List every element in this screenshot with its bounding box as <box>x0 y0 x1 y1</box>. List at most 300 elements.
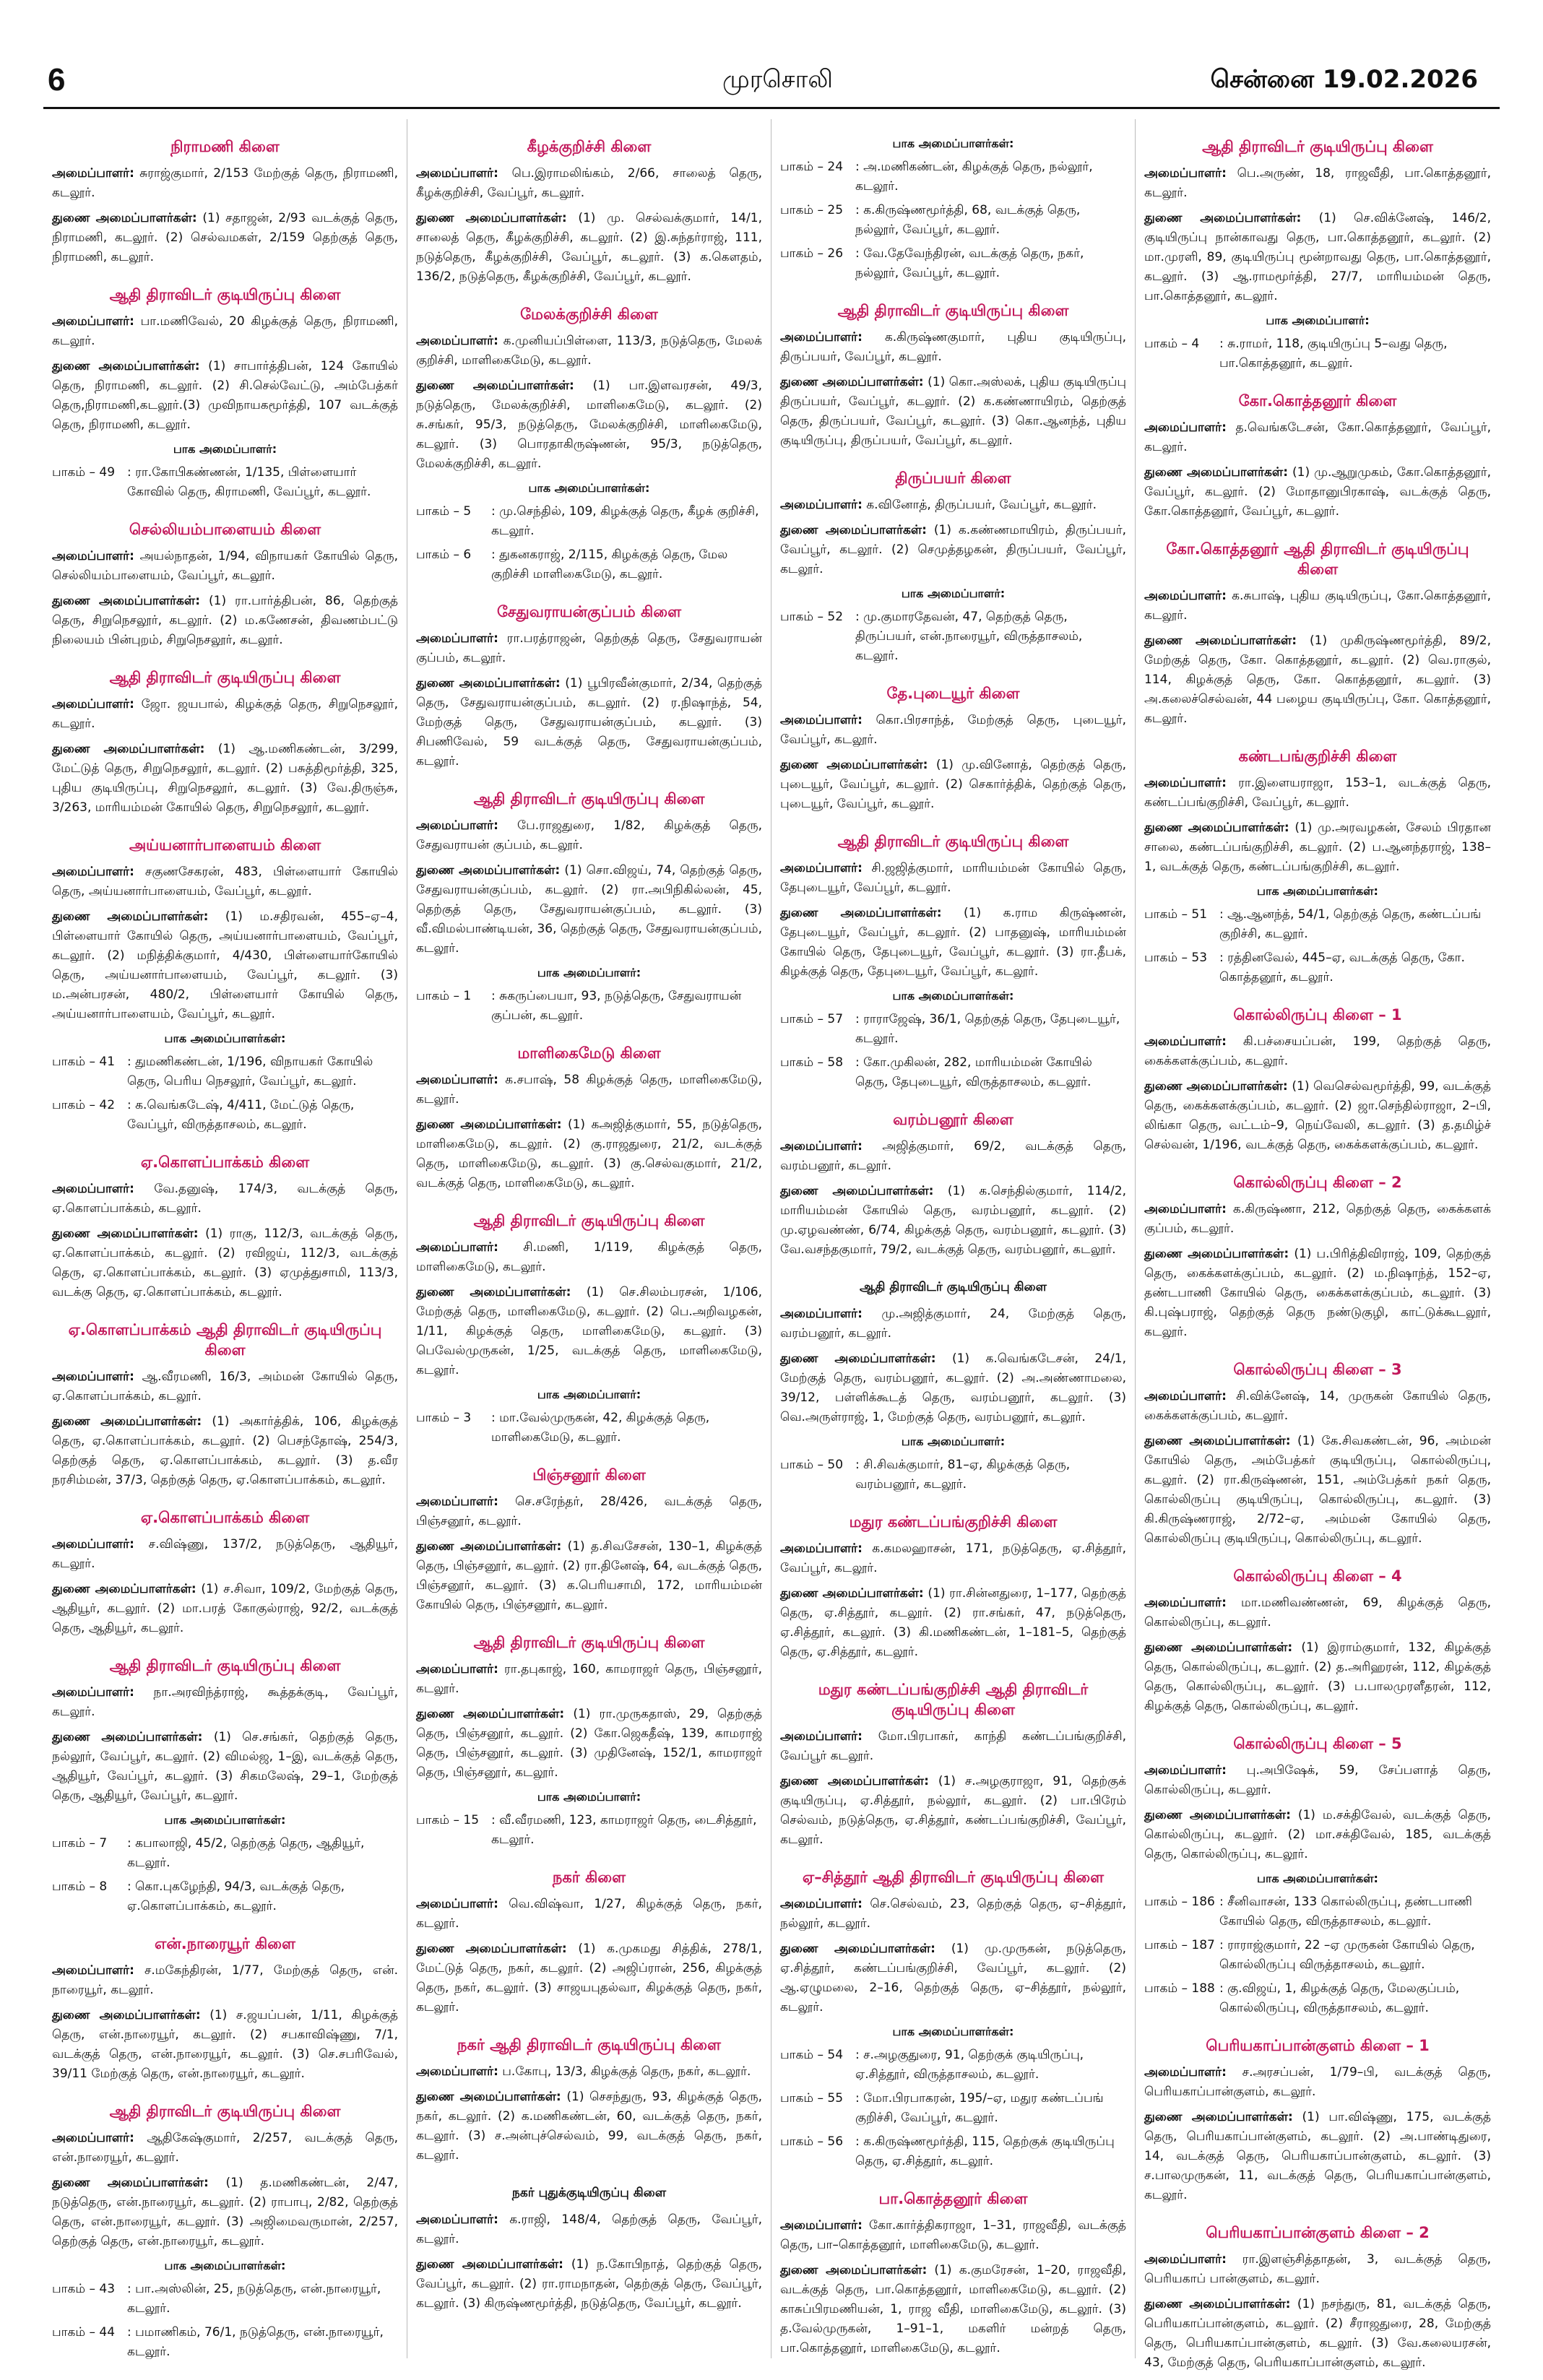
role-label: துணை அமைப்பாளர்கள்: <box>1144 2297 1291 2311</box>
branch-section <box>52 1656 398 1916</box>
ward-header: பாக அமைப்பாளர்: <box>537 966 641 979</box>
bearer-details: (1) சொ.விஜய், 74, தெற்குத் தெரு, சேதுவராயன்குப்பம், கடலூர். (2) ரா.அபிநிகில்லன், 45, தெற்குத் தெரு, சேதுவராயன்குப்பம், கடலூர். (3) வீ.விமல்பாண்டியன், 36, தெற்குத் தெரு, சேதுவராயன்குப்பம், கடலூர். <box>416 863 762 956</box>
role-label: துணை அமைப்பாளர்கள்: <box>780 1586 924 1601</box>
ward-row <box>416 1408 762 1448</box>
ward-number: பாகம் – 51 <box>1144 907 1208 922</box>
role-label: அமைப்பாளர்: <box>416 818 498 833</box>
office-bearer-entry <box>780 496 1126 515</box>
bearer-details: (1) சதாஜன், 2/93 வடக்குத் தெரு, நிராமணி, கடலூர். (2) செல்வமகள், 2/159 தெற்குத் தெரு, நிராமணி, கடலூர். <box>52 211 398 264</box>
ward-row <box>1144 948 1491 987</box>
office-bearer-entry <box>416 674 762 771</box>
ward-number: பாகம் – 52 <box>780 610 844 624</box>
newspaper-name: முரசொலி <box>722 65 833 94</box>
bearer-details: வெ.விஷ்வா, 1/27, கிழக்குத் தெரு, நகர், கடலூர். <box>416 1897 762 1931</box>
role-label: அமைப்பாளர்: <box>1144 166 1227 181</box>
branch-section <box>1144 391 1491 522</box>
ward-row <box>52 1834 398 1873</box>
branch-title: கோ.கொத்தனூர் ஆதி திராவிடர் குடியிருப்பு கிளை <box>1166 540 1469 578</box>
branch-title: நகர் புதுக்குடியிருப்பு கிளை <box>511 2186 667 2200</box>
office-bearer-entry <box>416 1492 762 1531</box>
bearer-details: (1) ச.அழகுராஜா, 91, தெற்குக் குடியிருப்பு, ஏ.சித்தூர், நல்லூர், கடலூர். (2) பா.பிரேம் செல்வம், நடுத்தெரு, ஏ.சித்தூர், கண்டப்பங்குறிச்சி, வேப்பூர், கடலூர். <box>780 1774 1126 1847</box>
ward-header: பாக அமைப்பாளர்: <box>173 442 277 456</box>
ward-number: பாகம் – 6 <box>416 548 472 562</box>
branch-section <box>52 1934 398 2084</box>
ward-header: பாக அமைப்பாளர்கள்: <box>164 1813 286 1827</box>
office-bearer-entry <box>1144 164 1491 203</box>
ward-bearer: : க.வெங்கடேஷ், 4/411, மேட்டுத் தெரு, வேப்பூர், விருத்தாசலம், கடலூர். <box>127 1098 355 1132</box>
bearer-details: (1) ம.சதிரவன், 455–ஏ–4, பிள்ளையார் கோயில் தெரு, அய்யனார்பாளையம், வேப்பூர், கடலூர். (2) மநித்திக்குமார், 4/430, பிள்ளையார்கோயில் தெரு, அய்யனார்பாளையம், வேப்பூர், கடலூர். (3) ம.அன்பரசன், 480/2, பிள்ளையார் கோயில் தெரு, அய்யனார்பாளையம், வேப்பூர், கடலூர். <box>52 909 398 1021</box>
branch-section <box>780 831 1126 1092</box>
office-bearer-entry <box>780 1539 1126 1578</box>
bearer-details: (1) ரா.சின்னதுரை, 1–177, தெற்குத் தெரு, ஏ.சித்தூர், கடலூர். (2) ரா.சங்கர், 47, நடுத்தெரு, ஏ.சித்தூர், கடலூர். (3) கி.மணிகண்டன், 1–181–5, தெற்குத் தெரு, ஏ.சித்தூர், கடலூர். <box>780 1586 1126 1659</box>
bearer-details: (1) மு.முருகன், நடுத்தெரு, ஏ.சித்தூர், கண்டப்பங்குறிச்சி, வேப்பூர், கடலூர். (2) ஆ.ஏழுமலை, 2–16, தெற்குத் தெரு, ஏ–சித்தூர், நல்லூர், கடலூர். <box>780 1942 1126 2015</box>
ward-bearer: : ஆ.ஆனந்த், 54/1, தெற்குத் தெரு, கண்டப்பங் குறிச்சி, கடலூர். <box>1219 907 1482 941</box>
ward-row <box>780 244 1126 283</box>
role-label: அமைப்பாளர்: <box>780 1897 863 1911</box>
role-label: அமைப்பாளர்: <box>416 1897 498 1911</box>
office-bearer-entry <box>1144 1806 1491 1864</box>
ward-row <box>780 2046 1126 2085</box>
office-bearer-entry <box>52 1535 398 1574</box>
role-label: அமைப்பாளர்: <box>416 1662 498 1676</box>
ward-number: பாகம் – 8 <box>52 1879 108 1894</box>
branch-title: அய்யனார்பாளையம் கிளை <box>129 836 321 854</box>
branch-title: ஆதி திராவிடர் குடியிருப்பு கிளை <box>837 833 1069 850</box>
office-bearer-entry <box>1144 209 1491 306</box>
office-bearer-entry <box>52 1180 398 1219</box>
bearer-details: ச.மகேந்திரன், 1/77, மேற்குத் தெரு, என். நாரையூர், கடலூர். <box>52 1963 398 1997</box>
office-bearer-entry <box>416 376 762 474</box>
branch-section <box>52 2101 398 2362</box>
role-label: துணை அமைப்பாளர்கள்: <box>780 523 927 537</box>
role-label: துணை அமைப்பாளர்கள்: <box>416 211 567 225</box>
role-label: அமைப்பாளர்: <box>780 2218 863 2233</box>
bearer-details: ரா.இளையராஜா, 153–1, வடக்குத் தெரு, கண்டப்பங்குறிச்சி, வேப்பூர், கடலூர். <box>1144 776 1491 810</box>
office-bearer-entry <box>780 2216 1126 2255</box>
branch-section <box>52 519 398 650</box>
office-bearer-entry <box>1144 818 1491 877</box>
role-label: அமைப்பாளர்: <box>1144 420 1227 435</box>
bearer-details: (1) ந.கோபிநாத், தெற்குத் தெரு, வேப்பூர், கடலூர். (2) ரா.ராமநாதன், தெற்குத் தெரு, வேப்பூர், கடலூர். (3) கிருஷ்ணமூர்த்தி, நடுத்தெரு, வேப்பூர், கடலூர். <box>416 2257 762 2311</box>
bearer-details: அயல்நாதன், 1/94, விநாயகர் கோயில் தெரு, செல்லியம்பாளையம், வேப்பூர், கடலூர். <box>52 549 398 583</box>
office-bearer-entry <box>1144 1245 1491 1342</box>
branch-section <box>416 2183 762 2314</box>
role-label: துணை அமைப்பாளர்கள்: <box>1144 1079 1288 1094</box>
office-bearer-entry <box>780 1304 1126 1343</box>
ward-number: பாகம் – 56 <box>780 2134 844 2149</box>
bearer-details: செ.சரேந்தர், 28/426, வடக்குத் தெரு, பிஞ்சனூர், கடலூர். <box>416 1494 762 1528</box>
branch-title: ஏ–சித்தூர் ஆதி திராவிடர் குடியிருப்பு கிளை <box>802 1869 1105 1886</box>
branch-title: கோ.கொத்தனூர் கிளை <box>1238 392 1397 410</box>
office-bearer-entry <box>52 1961 398 2000</box>
branch-title: நிராமணி கிளை <box>170 138 280 155</box>
office-bearer-entry <box>416 861 762 959</box>
branch-title: ஏ.கொளப்பாக்கம் கிளை <box>140 1509 310 1526</box>
role-label: துணை அமைப்பாளர்கள்: <box>1144 1808 1291 1822</box>
branch-section <box>1144 2223 1491 2373</box>
ward-bearer: : மோ.பிரபாகரன், 195/–ஏ, மதுர கண்டப்பங் குறிச்சி, வேப்பூர், கடலூர். <box>855 2091 1104 2125</box>
office-bearer-entry <box>416 1537 762 1615</box>
office-bearer-entry <box>780 328 1126 367</box>
bearer-details: ஜோ. ஜயபால், கிழக்குத் தெரு, சிறுநெசலூர், கடலூர். <box>52 697 398 731</box>
role-label: அமைப்பாளர்: <box>1144 1596 1227 1610</box>
ward-bearer: : கொ.புகழேந்தி, 94/3, வடக்குத் தெரு, ஏ.கொளப்பாக்கம், கடலூர். <box>127 1879 345 1913</box>
bearer-details: (1) மு.ஆறுமுகம், கோ.கொத்தனூர், வேப்பூர், கடலூர். (2) மோதானுபிரகாஷ், வடக்குத் தெரு, கோ.கொத்தனூர், வேப்பூர், கடலூர். <box>1144 465 1491 519</box>
office-bearer-entry <box>416 1660 762 1699</box>
ward-bearer: : ராராஜ்குமார், 22 –ஏ முருகன் கோயில் தெரு, கொல்லிருப்பு விருத்தாசலம், கடலூர். <box>1219 1938 1475 1972</box>
bearer-details: பெ.அருண், 18, ராஜவீதி, பா.கொத்தனூர், கடலூர். <box>1144 166 1491 200</box>
ward-row <box>416 987 762 1026</box>
bearer-details: (1) ராகு, 112/3, வடக்குத் தெரு, ஏ.கொளப்பாக்கம், கடலூர். (2) ரவிஜய், 112/3, வடக்குத் தெரு, ஏ.கொளப்பாக்கம், கடலூர். (3) ஏமுத்துசாமி, 113/3, வடக்கு தெரு, ஏ.கொளப்பாக்கம், கடலூர். <box>52 1226 398 1299</box>
role-label: துணை அமைப்பாளர்கள்: <box>52 594 201 608</box>
branch-title: கொல்லிருப்பு கிளை – 1 <box>1233 1006 1402 1024</box>
office-bearer-entry <box>1144 1077 1491 1155</box>
ward-row <box>1144 334 1491 373</box>
branch-title: செல்லியம்பாளையம் கிளை <box>129 521 321 538</box>
office-bearer-entry <box>1144 1638 1491 1716</box>
role-label: அமைப்பாளர்: <box>416 2064 498 2079</box>
ward-header: பாக அமைப்பாளர்: <box>901 1435 1006 1448</box>
office-bearer-entry <box>416 209 762 287</box>
office-bearer-entry <box>416 1115 762 1193</box>
office-bearer-entry <box>52 1412 398 1490</box>
role-label: துணை அமைப்பாளர்கள்: <box>780 375 924 389</box>
role-label: அமைப்பாளர்: <box>780 861 863 875</box>
bearer-details: (1) மு.வினோத், தெற்குத் தெரு, புடையூர், வேப்பூர், கடலூர். (2) செகார்த்திக், தெற்குத் தெரு, புடையூர், வேப்பூர், கடலூர். <box>780 758 1126 811</box>
office-bearer-entry <box>416 1705 762 1783</box>
role-label: அமைப்பாளர்: <box>52 1182 134 1196</box>
ward-header: பாக அமைப்பாளர்கள்: <box>164 1031 286 1045</box>
branch-section <box>780 1277 1126 1494</box>
bearer-details: (1) மு.அரவழகன், சேலம் பிரதான சாலை, கண்டப்பங்குறிச்சி, கடலூர். (2) ப.ஆனந்தராஜ், 138–1, வடக்குத் தெரு, கண்டப்பங்குறிச்சி, கடலூர். <box>1144 821 1491 874</box>
bearer-details: அஜித்குமார், 69/2, வடக்குத் தெரு, வரம்பனூர், கடலூர். <box>780 1139 1126 1173</box>
bearer-details: (1) கே.சிவகண்டன், 96, அம்மன் கோயில் தெரு, அம்பேத்கர் குடியிருப்பு, கொல்லிருப்பு, கடலூர். (2) ரா.கிருஷ்ணன், 151, அம்பேத்கர் நகர் தெரு, கொல்லிருப்பு குடியிருப்பு, கொல்லிருப்பு, கடலூர். (3) கி.கிருஷ்ணராஜ், 2/72–ஏ, அம்மன் கோயில் தெரு, கொல்லிருப்பு குடியிருப்பு, கொல்லிருப்பு, கடலூர். <box>1144 1434 1491 1546</box>
bearer-details: நா.அரவிந்த்ராஜ், கூத்தக்குடி, வேப்பூர், கடலூர். <box>52 1685 398 1719</box>
role-label: அமைப்பாளர்: <box>52 549 134 563</box>
branch-section <box>1144 137 1491 373</box>
ward-bearer: : துகனகராஜ், 2/115, கிழக்குத் தெரு, மேல குறிச்சி மாளிகைமேடு, கடலூர். <box>491 548 728 581</box>
branch-title: தே.புடையூர் கிளை <box>886 685 1020 702</box>
office-bearer-entry <box>52 164 398 203</box>
office-bearer-entry <box>52 592 398 650</box>
role-label: துணை அமைப்பாளர்கள்: <box>1144 465 1289 480</box>
bearer-details: (1) கொ.அஸ்லக், புதிய குடியிருப்பு திருப்பயர், வேப்பூர், கடலூர். (2) க.கண்ணாயிரம், தெற்குத் தெரு, திருப்பயர், வேப்பூர், கடலூர். (3) கொ.ஆனந்த், புதிய குடியிருப்பு, திருப்பயர், வேப்பூர், கடலூர். <box>780 375 1126 448</box>
ward-number: பாகம் – 49 <box>52 465 116 480</box>
branch-title: பிஞ்சனூர் கிளை <box>532 1466 646 1484</box>
office-bearer-entry <box>416 1895 762 1934</box>
office-bearer-entry <box>1144 631 1491 729</box>
office-bearer-entry <box>52 2006 398 2084</box>
bearer-details: (1) வெசெல்வமூர்த்தி, 99, வடக்குத் தெரு, கைக்களக்குப்பம், கடலூர். (2) ஜா.செந்தில்ராஜா, 2–பி, லிங்கா தெரு, வட்டம்–9, நெய்வேலி, கடலூர். (3) த.தமிழ்ச் செல்வன், 1/196, வடக்குத் தெரு, கைக்களக்குப்பம், கடலூர். <box>1144 1079 1491 1152</box>
office-bearer-entry <box>1144 2295 1491 2373</box>
ward-bearer: : கு.விஜய், 1, கிழக்குத் தெரு, மேலகுப்பம், கொல்லிருப்பு, விருத்தாசலம், கடலூர். <box>1219 1981 1460 2015</box>
role-label: அமைப்பாளர்: <box>780 713 863 727</box>
ward-row <box>52 1877 398 1916</box>
page-number: 6 <box>48 62 66 98</box>
branch-section <box>1144 746 1491 987</box>
issue-date: சென்னை 19.02.2026 <box>1210 65 1478 94</box>
role-label: அமைப்பாளர்: <box>416 1073 498 1087</box>
branch-section <box>780 1109 1126 1260</box>
ward-bearer: : வீ.வீரமணி, 123, காமராஜர் தெரு, டைசித்தூர், கடலூர். <box>491 1813 757 1847</box>
ward-bearer: : ரா.கோபிகண்ணன், 1/135, பிள்ளையார் கோவில் தெரு, கிராமணி, வேப்பூர், கடலூர். <box>127 465 371 499</box>
branch-section <box>52 1152 398 1302</box>
bearer-details: (1) இராம்குமார், 132, கிழக்குத் தெரு, கொல்லிருப்பு, கடலூர். (2) த.அரிஹரன், 112, கிழக்குத் தெரு, கொல்லிருப்பு, கடலூர். (3) ப.பாலமுரளீதரன், 112, கிழக்குத் தெரு, கொல்லிருப்பு, கடலூர். <box>1144 1640 1491 1713</box>
ward-number: பாகம் – 187 <box>1144 1938 1215 1952</box>
ward-number: பாகம் – 54 <box>780 2048 844 2062</box>
branch-section <box>416 137 762 287</box>
ward-number: பாகம் – 57 <box>780 1012 844 1026</box>
office-bearer-entry <box>416 2062 762 2082</box>
role-label: துணை அமைப்பாளர்கள்: <box>52 1730 203 1744</box>
ward-bearer: : க.கிருஷ்ணமூர்த்தி, 68, வடக்குத் தெரு, நல்லூர், வேப்பூர், கடலூர். <box>855 203 1081 237</box>
role-label: அமைப்பாளர்: <box>52 697 134 711</box>
column-3 <box>772 119 1136 2358</box>
office-bearer-entry <box>780 2261 1126 2358</box>
bearer-details: சகுணசேகரன், 483, பிள்ளையார் கோயில் தெரு, அய்யனார்பாளையம், வேப்பூர், கடலூர். <box>52 865 398 899</box>
bearer-details: (1) ரா.பார்த்திபன், 86, தெற்குத் தெரு, சிறுநெசலூர், கடலூர். (2) ம.கணேசன், திவணம்பட்டு நிலையம் பின்புறம், சிறுநெசலூர், கடலூர். <box>52 594 398 647</box>
ward-row <box>416 1811 762 1850</box>
bearer-details: ரா.தபுகாஜ், 160, காமராஜர் தெரு, பிஞ்சனூர், கடலூர். <box>416 1662 762 1696</box>
ward-bearer: : சுகருப்பையா, 93, நடுத்தெரு, சேதுவராயன் குப்பன், கடலூர். <box>491 989 742 1023</box>
role-label: அமைப்பாளர்: <box>416 2212 498 2227</box>
ward-row <box>780 2132 1126 2171</box>
office-bearer-entry <box>780 1895 1126 1934</box>
bearer-details: (1) த.சிவசேசன், 130–1, கிழக்குத் தெரு, பிஞ்சனூர், கடலூர். (2) ரா.தினேஷ், 64, வடக்குத் தெரு, பிஞ்சனூர், கடலூர். (3) க.பெரியசாமி, 172, மாரியம்மன் கோயில் தெரு, பிஞ்சனூர், கடலூர். <box>416 1539 762 1612</box>
ward-row <box>1144 1892 1491 1931</box>
ward-row <box>416 545 762 584</box>
branch-section <box>416 1867 762 2017</box>
role-label: அமைப்பாளர்: <box>52 1963 134 1978</box>
office-bearer-entry <box>416 2210 762 2249</box>
branch-section <box>52 1507 398 1638</box>
branch-section <box>1144 1359 1491 1549</box>
ward-number: பாகம் – 58 <box>780 1055 844 1070</box>
ward-number: பாகம் – 4 <box>1144 337 1200 351</box>
bearer-details: (1) ரா.முருகதாஸ், 29, தெற்குத் தெரு, பிஞ்சனூர், கடலூர். (2) கோ.ஜெகதீஷ், 139, காமராஜ் தெரு, பிஞ்சனூர், கடலூர். (3) முதினேஷ், 152/1, காமராஜர் தெரு, பிஞ்சனூர், கடலூர். <box>416 1707 762 1780</box>
office-bearer-entry <box>52 2173 398 2251</box>
ward-bearer: : துமணிகண்டன், 1/196, விநாயகர் கோயில் தெரு, பெரிய நெசலூர், வேப்பூர், கடலூர். <box>127 1055 373 1089</box>
role-label: துணை அமைப்பாளர்கள்: <box>52 1226 199 1241</box>
role-label: துணை அமைப்பாளர்கள்: <box>1144 1640 1293 1655</box>
ward-bearer: : ச.அழகுதுரை, 91, தெற்குக் குடியிருப்பு, ஏ.சித்தூர், விருத்தாசலம், கடலூர். <box>855 2048 1084 2082</box>
role-label: துணை அமைப்பாளர்கள்: <box>1144 633 1297 648</box>
masthead <box>0 0 1543 108</box>
role-label: அமைப்பாளர்: <box>52 314 134 329</box>
ward-number: பாகம் – 26 <box>780 246 844 261</box>
role-label: அமைப்பாளர்: <box>52 166 134 181</box>
role-label: துணை அமைப்பாளர்கள்: <box>780 2263 928 2277</box>
office-bearer-entry <box>416 1238 762 1277</box>
role-label: துணை அமைப்பாளர்கள்: <box>780 1774 929 1788</box>
role-label: துணை அமைப்பாளர்கள்: <box>416 1707 565 1721</box>
role-label: அமைப்பாளர்: <box>1144 1389 1227 1403</box>
ward-number: பாகம் – 5 <box>416 504 472 519</box>
bearer-details: (1) த.மணிகண்டன், 2/47, நடுத்தெரு, என்.நாரையூர், கடலூர். (2) ராபாபு, 2/82, தெற்குத் தெரு, என்.நாரையூர், கடலூர். (3) அஜிமைவருமான், 2/257, தெற்குத் தெரு, என்.நாரையூர், கடலூர். <box>52 2176 398 2249</box>
branch-section <box>1144 1005 1491 1155</box>
role-label: துணை அமைப்பாளர்கள்: <box>52 1414 202 1429</box>
ward-number: பாகம் – 43 <box>52 2282 116 2296</box>
office-bearer-entry <box>52 1683 398 1722</box>
bearer-details: மா.மணிவண்ணன், 69, கிழக்குத் தெரு, கொல்லிருப்பு, கடலூர். <box>1144 1596 1491 1630</box>
branch-title: பெரியகாப்பான்குளம் கிளை – 2 <box>1206 2224 1430 2241</box>
ward-bearer: : சீனிவாசன், 133 கொல்லிருப்பு, தண்டபாணி கோயில் தெரு, விருத்தாசலம், கடலூர். <box>1219 1895 1472 1929</box>
bearer-details: (1) நசந்துரு, 81, வடக்குத் தெரு, பெரியகாப்பான்குளம், கடலூர். (2) சீராஜதுரை, 28, மேற்குத் தெரு, பெரியகாப்பான்குளம், கடலூர். (3) வே.கலையரசன், 43, மேற்குத் தெரு, பெரியகாப்பான்குளம், கடலூர். <box>1144 2297 1491 2370</box>
bearer-details: க.சபாஷ், 58 கிழக்குத் தெரு, மாளிகைமேடு, கடலூர். <box>416 1073 762 1107</box>
office-bearer-entry <box>1144 2063 1491 2102</box>
bearer-details: (1) க.முகமது சித்திக், 278/1, மேட்டுத் தெரு, நகர், கடலூர். (2) அஜிப்ரான், 256, கிழக்குத் தெரு, நகர், கடலூர். (3) சாஜயபுதல்வா, கிழக்குத் தெரு, நகர், கடலூர். <box>416 1942 762 2015</box>
role-label: அமைப்பாளர்: <box>416 631 498 646</box>
office-bearer-entry <box>52 209 398 267</box>
branch-title: ஆதி திராவிடர் குடியிருப்பு கிளை <box>109 669 341 686</box>
bearer-details: கொ.பிரசாந்த், மேற்குத் தெரு, புடையூர், வேப்பூர், கடலூர். <box>780 713 1126 747</box>
office-bearer-entry <box>780 1939 1126 2017</box>
ward-number: பாகம் – 24 <box>780 160 844 174</box>
role-label: துணை அமைப்பாளர்கள்: <box>52 2008 201 2022</box>
office-bearer-entry <box>52 740 398 818</box>
bearer-details: வே.தனுஷ், 174/3, வடக்குத் தெரு, ஏ.கொளப்பாக்கம், கடலூர். <box>52 1182 398 1216</box>
office-bearer-entry <box>416 2087 762 2165</box>
bearer-details: க.வினோத், திருப்பயர், வேப்பூர், கடலூர். <box>862 498 1097 512</box>
role-label: துணை அமைப்பாளர்கள்: <box>416 676 561 691</box>
office-bearer-entry <box>780 1349 1126 1427</box>
ward-number: பாகம் – 1 <box>416 989 472 1003</box>
ward-header: பாக அமைப்பாளர்கள்: <box>1257 1871 1378 1885</box>
role-label: அமைப்பாளர்: <box>780 330 863 345</box>
bearer-details: ச.அரசப்பன், 1/79–பி, வடக்குத் தெரு, பெரியகாப்பான்குளம், கடலூர். <box>1144 2065 1491 2099</box>
ward-number: பாகம் – 50 <box>780 1458 844 1472</box>
bearer-details: செ.செல்வம், 23, தெற்குத் தெரு, ஏ–சித்தூர், நல்லூர், கடலூர். <box>780 1897 1126 1931</box>
ward-bearer: : ரத்தினவேல், 445–ஏ, வடக்குத் தெரு, கோ. கொத்தனூர், கடலூர். <box>1219 951 1465 985</box>
bearer-details: க.கிருஷ்ணகுமார், புதிய குடியிருப்பு, திருப்பயர், வேப்பூர், கடலூர். <box>780 330 1126 364</box>
branch-section <box>780 1679 1126 1850</box>
role-label: துணை அமைப்பாளர்கள்: <box>780 906 942 920</box>
bearer-details: பே.ராஜதுரை, 1/82, கிழக்குத் தெரு, சேதுவராயன் குப்பம், கடலூர். <box>416 818 762 852</box>
role-label: அமைப்பாளர்: <box>416 1494 498 1509</box>
column-4 <box>1136 119 1500 2370</box>
role-label: துணை அமைப்பாளர்கள்: <box>52 909 209 924</box>
bearer-details: (1) செசந்துரு, 93, கிழக்குத் தெரு, நகர், கடலூர். (2) க.மணிகண்டன், 60, வடக்குத் தெரு, நகர், கடலூர். (3) ச.அன்புச்செல்வம், 99, வடக்குத் தெரு, நகர், கடலூர். <box>416 2090 762 2163</box>
bearer-details: (1) அகார்த்திக், 106, கிழக்குத் தெரு, ஏ.கொளப்பாக்கம், கடலூர். (2) பெசந்தோஷ், 254/3, தெற்குத் தெரு, ஏ.கொளப்பாக்கம், கடலூர். (3) த.வீர நரசிம்மன், 37/3, தெற்குத் தெரு, ஏ.கொளப்பாக்கம், கடலூர். <box>52 1414 398 1487</box>
ward-header: பாக அமைப்பாளர்: <box>537 1790 641 1804</box>
branch-title: நகர் ஆதி திராவிடர் குடியிருப்பு கிளை <box>457 2036 722 2054</box>
branch-title: என்.நாரையூர் கிளை <box>154 1935 296 1952</box>
branch-title: ஆதி திராவிடர் குடியிருப்பு கிளை <box>473 790 705 808</box>
role-label: துணை அமைப்பாளர்கள்: <box>416 863 561 878</box>
bearer-details: கி.பச்சையப்பன், 199, தெற்குத் தெரு, கைக்களக்குப்பம், கடலூர். <box>1144 1034 1491 1068</box>
office-bearer-entry <box>416 1939 762 2017</box>
bearer-details: சி.மணி, 1/119, கிழக்குத் தெரு, மாளிகைமேடு, கடலூர். <box>416 1240 762 1274</box>
office-bearer-entry <box>780 1137 1126 1176</box>
role-label: துணை அமைப்பாளர்கள்: <box>416 1285 571 1299</box>
branch-title: ஏ.கொளப்பாக்கம் கிளை <box>140 1154 310 1171</box>
branch-section <box>1144 1172 1491 1342</box>
role-label: துணை அமைப்பாளர்கள்: <box>416 1117 562 1132</box>
office-bearer-entry <box>52 2129 398 2168</box>
branch-section <box>52 285 398 502</box>
office-bearer-entry <box>780 1727 1126 1766</box>
branch-title: ஆதி திராவிடர் குடியிருப்பு கிளை <box>109 1657 341 1674</box>
office-bearer-entry <box>52 357 398 435</box>
branch-section <box>416 789 762 1026</box>
office-bearer-entry <box>1144 1387 1491 1426</box>
branch-title: கீழக்குறிச்சி கிளை <box>527 138 652 155</box>
role-label: அமைப்பாளர்: <box>1144 1034 1227 1049</box>
branch-title: ஆதி திராவிடர் குடியிருப்பு கிளை <box>860 1280 1047 1294</box>
bearer-details: ஆதிகேஷ்குமார், 2/257, வடக்குத் தெரு, என்.நாரையூர், கடலூர். <box>52 2131 398 2165</box>
branch-title: மாளிகைமேடு கிளை <box>517 1044 661 1062</box>
ward-bearer: : வே.தேவேந்திரன், வடக்குத் தெரு, நகர், நல்லூர், வேப்பூர், கடலூர். <box>855 246 1084 280</box>
branch-title: நகர் கிளை <box>552 1869 626 1886</box>
office-bearer-entry <box>1144 1593 1491 1632</box>
role-label: துணை அமைப்பாளர்கள்: <box>780 758 928 772</box>
bearer-details: (1) செ.சிலம்பரசன், 1/106, மேற்குத் தெரு, மாளிகைமேடு, கடலூர். (2) பெ.அறிவழகன், 1/11, கிழக்குத் தெரு, மாளிகைமேடு, கடலூர். (3) பெவேல்முருகன், 1/25, வடக்குத் தெரு, மாளிகைமேடு, கடலூர். <box>416 1285 762 1377</box>
branch-section <box>416 602 762 771</box>
columns-container <box>43 119 1500 2370</box>
ward-header: பாக அமைப்பாளர்கள்: <box>892 137 1014 150</box>
office-bearer-entry <box>52 907 398 1024</box>
office-bearer-entry <box>1144 1761 1491 1800</box>
role-label: துணை அமைப்பாளர்கள்: <box>780 1942 935 1956</box>
ward-bearer: : க.கிருஷ்ணமூர்த்தி, 115, தெற்குக் குடியிருப்பு தெரு, ஏ.சித்தூர், கடலூர். <box>855 2134 1115 2168</box>
ward-row <box>780 201 1126 240</box>
bearer-details: சி.ஜஜித்குமார், மாரியம்மன் கோயில் தெரு, தேபுடையூர், வேப்பூர், கடலூர். <box>780 861 1126 895</box>
column-1 <box>43 119 407 2358</box>
bearer-details: (1) பூபிரவீன்குமார், 2/34, தெற்குத் தெரு, சேதுவராயன்குப்பம், கடலூர். (2) ர.நிஷாந்த், 54, மேற்குத் தெரு, சேதுவராயன்குப்பம், கடலூர். (3) சிபணிவேல், 59 வடக்குத் தெரு, சேதுவராயன்குப்பம், கடலூர். <box>416 676 762 769</box>
bearer-details: பு.அபிஷேக், 59, சேப்பளாத் தெரு, கொல்லிருப்பு, கடலூர். <box>1144 1763 1491 1797</box>
office-bearer-entry <box>1144 2108 1491 2205</box>
office-bearer-entry <box>416 1283 762 1380</box>
role-label: துணை அமைப்பாளர்கள்: <box>52 211 197 225</box>
role-label: துணை அமைப்பாளர்கள்: <box>52 1582 196 1596</box>
ward-header: பாக அமைப்பாளர்கள்: <box>892 2025 1014 2038</box>
ward-bearer: : கோ.முகிலன், 282, மாரியம்மன் கோயில் தெரு, தேபுடையூர், விருத்தாசலம், கடலூர். <box>855 1055 1092 1089</box>
branch-title: கொல்லிருப்பு கிளை – 2 <box>1233 1174 1402 1191</box>
ward-header: பாக அமைப்பாளர்: <box>901 587 1006 600</box>
ward-bearer: : கபாலாஜி, 45/2, தெற்குத் தெரு, ஆதியூர், கடலூர். <box>127 1836 365 1870</box>
branch-section <box>780 1867 1126 2171</box>
branch-section <box>52 1320 398 1490</box>
office-bearer-entry <box>52 1367 398 1406</box>
office-bearer-entry <box>416 1070 762 1109</box>
branch-title: ஏ.கொளப்பாக்கம் ஆதி திராவிடர் குடியிருப்பு கிளை <box>68 1321 382 1359</box>
ward-row <box>1144 1936 1491 1975</box>
office-bearer-entry <box>1144 2250 1491 2289</box>
ward-bearer: : பா.அஸ்லின், 25, நடுத்தெரு, என்.நாரையூர், கடலூர். <box>127 2282 381 2316</box>
role-label: அமைப்பாளர்: <box>416 166 498 181</box>
branch-section <box>780 1512 1126 1662</box>
office-bearer-entry <box>1144 774 1491 813</box>
branch-title: கொல்லிருப்பு கிளை – 4 <box>1233 1567 1402 1585</box>
branch-title: பெரியகாப்பான்குளம் கிளை – 1 <box>1206 2037 1430 2054</box>
branch-section <box>416 1211 762 1448</box>
office-bearer-entry <box>1144 1200 1491 1239</box>
branch-section <box>780 300 1126 451</box>
role-label: துணை அமைப்பாளர்கள்: <box>1144 2110 1293 2124</box>
branch-title: ஆதி திராவிடர் குடியிருப்பு கிளை <box>473 1212 705 1229</box>
office-bearer-entry <box>416 816 762 855</box>
ward-row <box>780 1455 1126 1494</box>
branch-title: ஆதி திராவிடர் குடியிருப்பு கிளை <box>109 2103 341 2120</box>
branch-title: மேலக்குறிச்சி கிளை <box>520 306 658 323</box>
bearer-details: (1) செ.விக்னேஷ், 146/2, குடியிருப்பு நான்காவது தெரு, பா.கொத்தனூர், கடலூர். (2) மா.முரளி, 89, குடியிருப்பு மூன்றாவது தெரு, பா.கொத்தனூர், கடலூர். (3) ஆ.ராமமூர்த்தி, 27/7, மாரியம்மன் தெரு, பா.கொத்தனூர், கடலூர். <box>1144 211 1491 303</box>
role-label: துணை அமைப்பாளர்கள்: <box>1144 821 1289 835</box>
role-label: அமைப்பாளர்: <box>416 334 498 348</box>
branch-section <box>780 683 1126 814</box>
office-bearer-entry <box>780 1772 1126 1850</box>
ward-number: பாகம் – 3 <box>416 1411 472 1425</box>
branch-section <box>1144 1566 1491 1716</box>
